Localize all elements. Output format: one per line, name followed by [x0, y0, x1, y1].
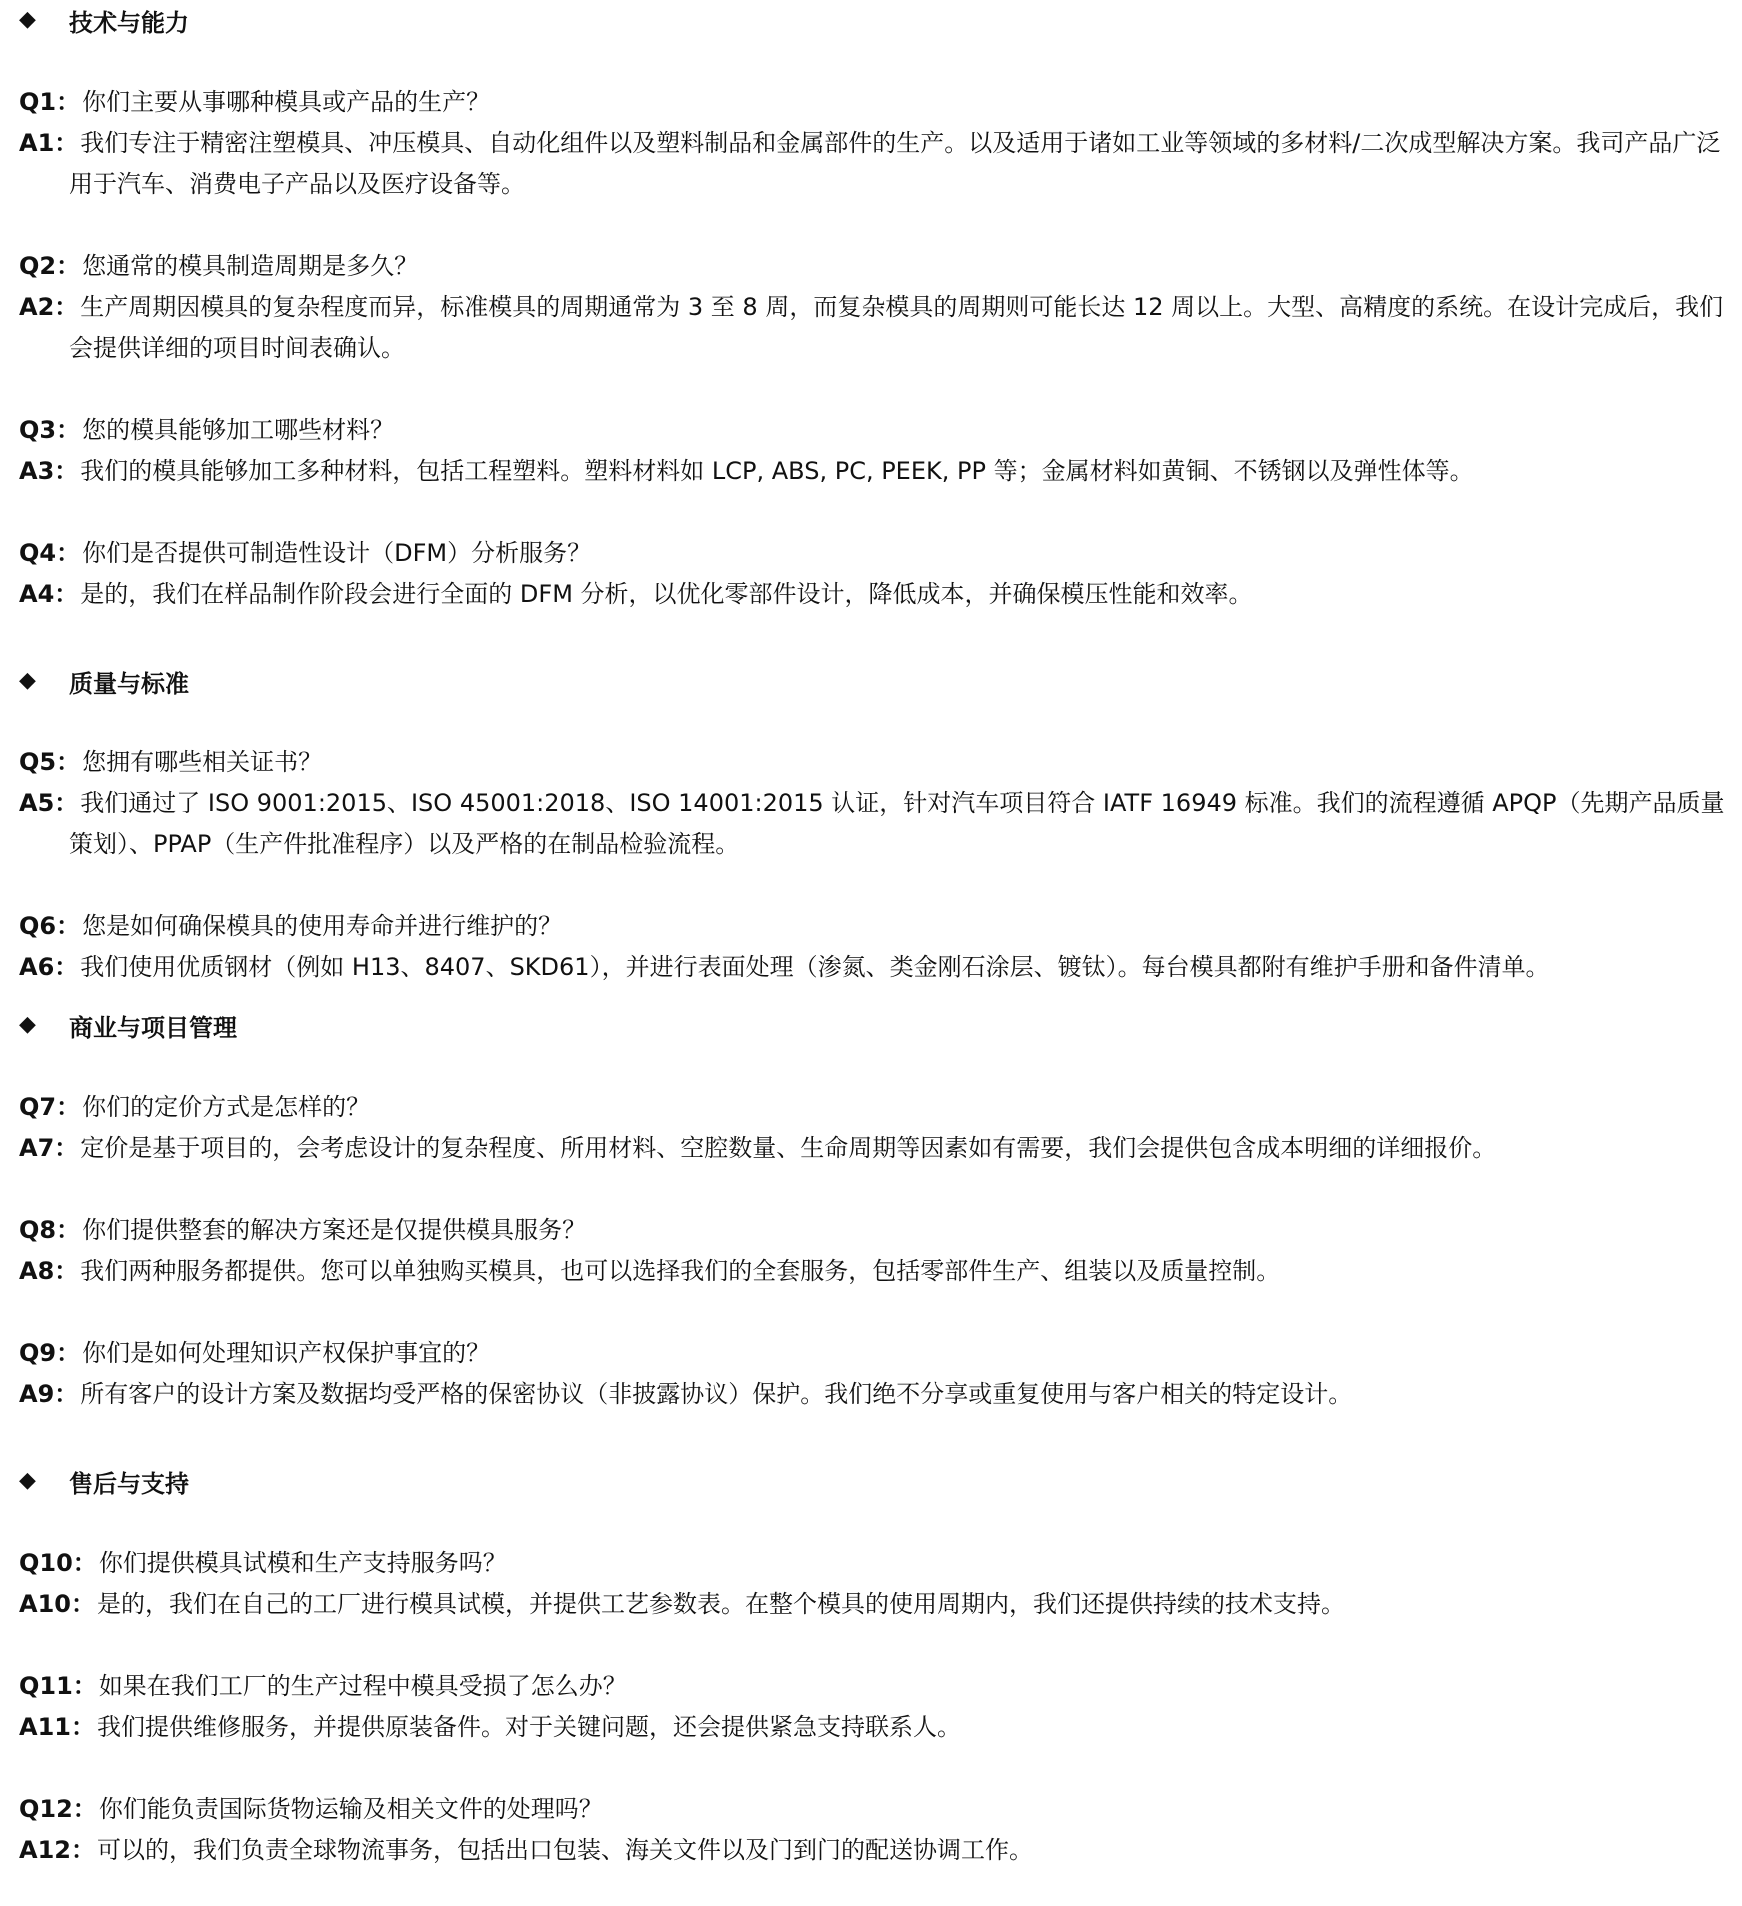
- answer-tag: A9：: [19, 1380, 79, 1408]
- question-9: [19, 1333, 1731, 1374]
- answer-1: [19, 123, 1731, 205]
- question-text: 您通常的模具制造周期是多久？: [82, 252, 419, 280]
- answer-tag: A6：: [19, 953, 79, 981]
- question-tag: Q7：: [19, 1093, 81, 1121]
- answer-tag: A4：: [19, 580, 79, 608]
- section-title: 质量与标准: [69, 669, 189, 698]
- question-11: [19, 1666, 1731, 1707]
- question-4: [19, 533, 1731, 574]
- question-text: 你们的定价方式是怎样的？: [82, 1093, 371, 1121]
- answer-tag: A12：: [19, 1836, 95, 1864]
- diamond-bullet-icon: ◆: [19, 1012, 36, 1037]
- diamond-bullet-icon: ◆: [19, 1468, 36, 1493]
- question-text: 你们提供整套的解决方案还是仅提供模具服务？: [82, 1216, 587, 1244]
- question-text: 如果在我们工厂的生产过程中模具受损了怎么办？: [98, 1672, 627, 1700]
- section-heading-quality: [19, 663, 189, 699]
- answer-text: 我们使用优质钢材（例如 H13、8407、SKD61），并进行表面处理（渗氮、类金刚石涂层、镀钛）。每台模具都附有维护手册和备件清单。: [80, 953, 1550, 981]
- answer-9: [19, 1374, 1731, 1415]
- question-10: [19, 1543, 1731, 1584]
- question-tag: Q1：: [19, 88, 81, 116]
- question-tag: Q4：: [19, 539, 81, 567]
- question-tag: Q3：: [19, 416, 81, 444]
- question-tag: Q5：: [19, 748, 81, 776]
- answer-text: 生产周期因模具的复杂程度而异，标准模具的周期通常为 3 至 8 周，而复杂模具的周期则可能长达 12 周以上。大型、高精度的系统。在设计完成后，我们会提供详细的项目时间表确认。: [69, 293, 1724, 362]
- section-title: 商业与项目管理: [69, 1013, 237, 1042]
- section-heading-support: [19, 1463, 189, 1499]
- question-5: [19, 742, 1731, 783]
- answer-3: [19, 451, 1731, 492]
- answer-2: [19, 287, 1731, 369]
- question-tag: Q2：: [19, 252, 81, 280]
- question-tag: Q8：: [19, 1216, 81, 1244]
- question-12: [19, 1789, 1731, 1830]
- question-tag: Q11：: [19, 1672, 97, 1700]
- question-tag: Q10：: [19, 1549, 97, 1577]
- answer-10: [19, 1584, 1731, 1625]
- answer-text: 是的，我们在样品制作阶段会进行全面的 DFM 分析，以优化零部件设计，降低成本，并确保模压性能和效率。: [80, 580, 1253, 608]
- answer-text: 我们两种服务都提供。您可以单独购买模具，也可以选择我们的全套服务，包括零部件生产、组装以及质量控制。: [80, 1257, 1281, 1285]
- question-6: [19, 906, 1731, 947]
- answer-text: 我们通过了 ISO 9001:2015、ISO 45001:2018、ISO 14001:2015 认证，针对汽车项目符合 IATF 16949 标准。我们的流程遵循 APQP（先期产品质量策划）、PPAP（生产件批准程序）以及严格的在制品检验流程。: [69, 789, 1725, 858]
- answer-tag: A5：: [19, 789, 79, 817]
- question-1: [19, 82, 1731, 123]
- answer-tag: A1：: [19, 129, 79, 157]
- answer-text: 我们的模具能够加工多种材料，包括工程塑料。塑料材料如 LCP, ABS, PC, PEEK, PP 等；金属材料如黄铜、不锈钢以及弹性体等。: [80, 457, 1474, 485]
- answer-text: 我们专注于精密注塑模具、冲压模具、自动化组件以及塑料制品和金属部件的生产。以及适用于诸如工业等领域的多材料/二次成型解决方案。我司产品广泛用于汽车、消费电子产品以及医疗设备等。: [69, 129, 1721, 198]
- answer-6: [19, 947, 1731, 988]
- answer-tag: A10：: [19, 1590, 95, 1618]
- section-heading-tech: [19, 2, 189, 38]
- question-text: 你们主要从事哪种模具或产品的生产？: [82, 88, 491, 116]
- answer-tag: A7：: [19, 1134, 79, 1162]
- diamond-bullet-icon: ◆: [19, 668, 36, 693]
- answer-text: 所有客户的设计方案及数据均受严格的保密协议（非披露协议）保护。我们绝不分享或重复使用与客户相关的特定设计。: [80, 1380, 1353, 1408]
- question-text: 您拥有哪些相关证书？: [82, 748, 323, 776]
- question-text: 您的模具能够加工哪些材料？: [82, 416, 395, 444]
- answer-4: [19, 574, 1731, 615]
- answer-text: 是的，我们在自己的工厂进行模具试模，并提供工艺参数表。在整个模具的使用周期内，我们还提供持续的技术支持。: [96, 1590, 1345, 1618]
- answer-tag: A3：: [19, 457, 79, 485]
- answer-5: [19, 783, 1731, 865]
- question-text: 你们能负责国际货物运输及相关文件的处理吗？: [98, 1795, 603, 1823]
- answer-text: 定价是基于项目的，会考虑设计的复杂程度、所用材料、空腔数量、生命周期等因素如有需要，我们会提供包含成本明细的详细报价。: [80, 1134, 1497, 1162]
- answer-12: [19, 1830, 1731, 1871]
- question-8: [19, 1210, 1731, 1251]
- section-title: 技术与能力: [69, 8, 189, 37]
- question-tag: Q6：: [19, 912, 81, 940]
- question-tag: Q12：: [19, 1795, 97, 1823]
- question-text: 你们提供模具试模和生产支持服务吗？: [98, 1549, 507, 1577]
- answer-tag: A2：: [19, 293, 79, 321]
- question-2: [19, 246, 1731, 287]
- question-tag: Q9：: [19, 1339, 81, 1367]
- question-7: [19, 1087, 1731, 1128]
- answer-7: [19, 1128, 1731, 1169]
- section-heading-business: [19, 1007, 237, 1043]
- answer-text: 可以的，我们负责全球物流事务，包括出口包装、海关文件以及门到门的配送协调工作。: [96, 1836, 1033, 1864]
- answer-11: [19, 1707, 1731, 1748]
- diamond-bullet-icon: ◆: [19, 7, 36, 32]
- question-text: 您是如何确保模具的使用寿命并进行维护的？: [82, 912, 563, 940]
- answer-text: 我们提供维修服务，并提供原装备件。对于关键问题，还会提供紧急支持联系人。: [96, 1713, 961, 1741]
- section-title: 售后与支持: [69, 1469, 189, 1498]
- question-text: 你们是如何处理知识产权保护事宜的？: [82, 1339, 491, 1367]
- question-3: [19, 410, 1731, 451]
- question-text: 你们是否提供可制造性设计（DFM）分析服务？: [82, 539, 592, 567]
- answer-tag: A11：: [19, 1713, 95, 1741]
- answer-tag: A8：: [19, 1257, 79, 1285]
- answer-8: [19, 1251, 1731, 1292]
